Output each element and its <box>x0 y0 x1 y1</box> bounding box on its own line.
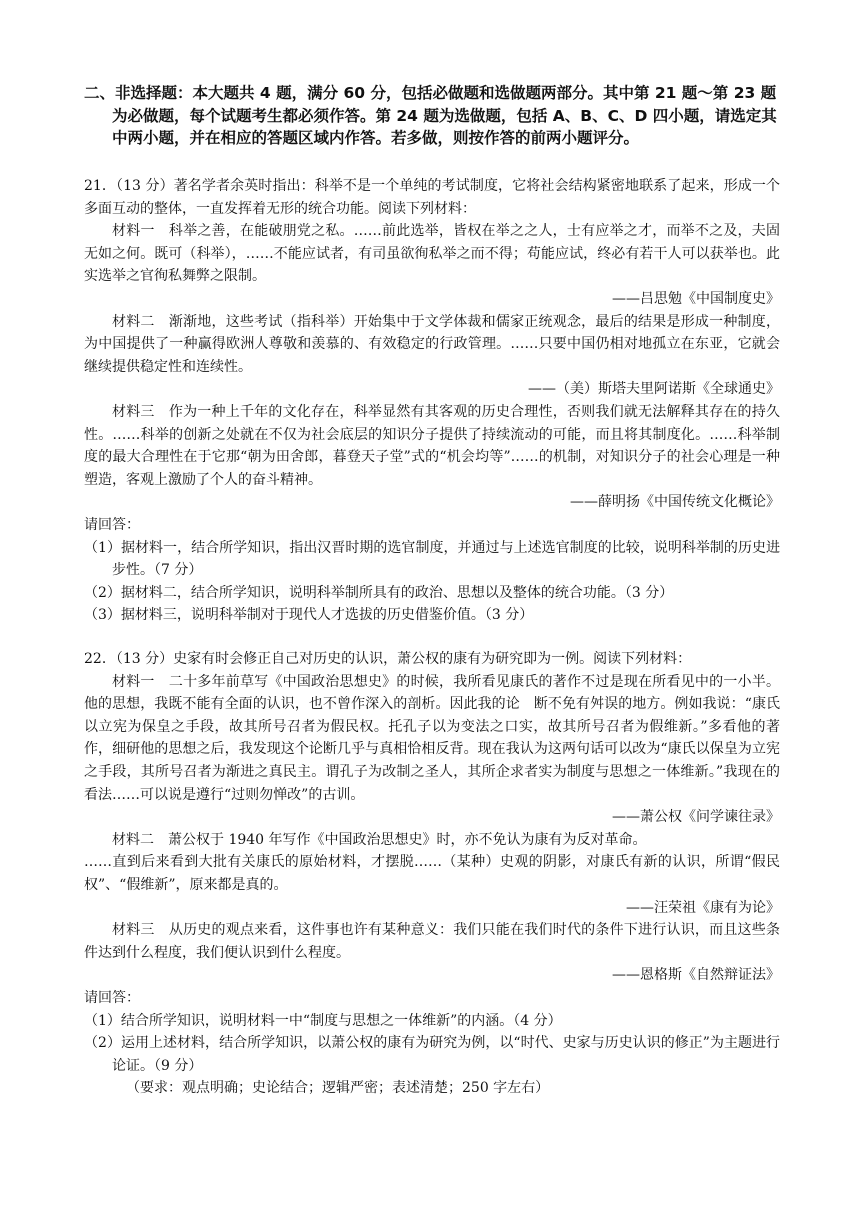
q21-intro: 21．（13 分）著名学者余英时指出：科举不是一个单纯的考试制度，它将社会结构紧密地联系了起来，形成一个多面互动的整体，一直发挥着无形的统合功能。阅读下列材料： <box>84 178 780 217</box>
question-21 <box>84 175 780 627</box>
q22-material-2-source: ——汪荣祖《康有为论》 <box>626 899 780 916</box>
q21-material-3: 材料三 作为一种上千年的文化存在，科举显然有其客观的历史合理性，否则我们就无法解释其存在的持久性。……科举的创新之处就在不仅为社会底层的知识分子提供了持续流动的可能，而且将其制度化。……科举制度的最大合理性在于它那“朝为田舍郎，暮登天子堂”式的“机会均等”……的机制，对知识分子的社会心理是一种塑造，客观上激励了个人的奋斗精神。 <box>84 403 780 488</box>
q21-material-1: 材料一 科举之善，在能破朋党之私。……前此选举，皆权在举之之人，士有应举之才，而举不之及，夫固无如之何。既可（科举），……不能应试者，有司虽欲徇私举之而不得；苟能应试，终必有若干人可以获举也。此实选举之官徇私舞弊之限制。 <box>84 223 780 285</box>
q21-material-2-source: ——（美）斯塔夫里阿诺斯《全球通史》 <box>528 381 780 398</box>
q21-ask: 请回答： <box>84 516 140 533</box>
q21-material-1-source: ——吕思勉《中国制度史》 <box>612 290 780 307</box>
q22-material-1: 材料一 二十多年前草写《中国政治思想史》的时候，我所看见康氏的著作不过是现在所看见中的一小半。他的思想，我既不能有全面的认识，也不曾作深入的剖析。因此我的论 断不免有舛误的地方。例如我说：“康氏以立宪为保皇之手段，故其所号召者为假民权。托孔子以为变法之口实，故其所号召者为假维新。”多看他的著作，细研他的思想之后，我发现这个论断几乎与真相恰相反背。现在我认为这两句话可以改为“康氏以保皇为立宪之手段，其所号召者为渐进之真民主。谓孔子为改制之圣人，其所企求者实为制度与思想之一体维新。”我现在的看法……可以说是遵行“过则勿惮改”的古训。 <box>84 673 780 803</box>
q21-subquestion-1: （1）据材料一，结合所学知识，指出汉晋时期的选官制度，并通过与上述选官制度的比较，说明科举制的历史进步性。（7 分） <box>84 539 780 579</box>
q22-material-2-line-2: ……直到后来看到大批有关康氏的原始材料，才摆脱……（某种）史观的阴影，对康氏有新的认识，所谓“假民权”、“假维新”，原来都是真的。 <box>84 854 780 893</box>
q22-subquestion-2: （2）运用上述材料，结合所学知识，以萧公权的康有为研究为例，以“时代、史家与历史认识的修正”为主题进行论证。（9 分） <box>84 1035 780 1074</box>
q21-material-3-source: ——薛明扬《中国传统文化概论》 <box>570 494 780 511</box>
q22-material-3-source: ——恩格斯《自然辩证法》 <box>612 967 780 984</box>
q22-material-2-line-1: 材料二 萧公权于 1940 年写作《中国政治思想史》时，亦不免认为康有为反对革命。 <box>112 831 647 848</box>
section-heading-text: 二、非选择题：本大题共 4 题，满分 60 分，包括必做题和选做题两部分。其中第 21 题～第 23 题为必做题，每个试题考生都必须作答。第 24 题为选做题，包括 A、B、C、D 四小题，请选定其中两小题，并在相应的答题区域内作答。若多做，则按作答的前两小题评分。 <box>84 84 777 147</box>
q22-subquestion-1: （1）结合所学知识，说明材料一中“制度与思想之一体维新”的内涵。（4 分） <box>84 1012 562 1029</box>
q21-subquestion-2: （2）据材料二，结合所学知识，说明科举制所具有的政治、思想以及整体的统合功能。（3 分） <box>84 584 674 601</box>
question-22 <box>84 648 780 1100</box>
q22-requirements: （要求：观点明确；史论结合；逻辑严密；表述清楚；250 字左右） <box>126 1080 550 1097</box>
q21-material-2: 材料二 渐渐地，这些考试（指科举）开始集中于文学体裁和儒家正统观念，最后的结果是形成一种制度，为中国提供了一种赢得欧洲人尊敬和羡慕的、有效稳定的行政管理。……只要中国仍相对地孤立在东亚，它就会继续提供稳定性和连续性。 <box>84 313 780 375</box>
q21-subquestion-3: （3）据材料三，说明科举制对于现代人才选拔的历史借鉴价值。（3 分） <box>84 607 534 624</box>
q22-material-1-source: ——萧公权《问学谏往录》 <box>612 809 780 826</box>
section-heading <box>84 82 780 150</box>
q22-ask: 请回答： <box>84 989 140 1006</box>
q22-intro: 22．（13 分）史家有时会修正自己对历史的认识，萧公权的康有为研究即为一例。阅读下列材料： <box>84 651 692 667</box>
q22-material-3: 材料三 从历史的观点来看，这件事也许有某种意义：我们只能在我们时代的条件下进行认识，而且这些条件达到什么程度，我们便认识到什么程度。 <box>84 922 780 961</box>
